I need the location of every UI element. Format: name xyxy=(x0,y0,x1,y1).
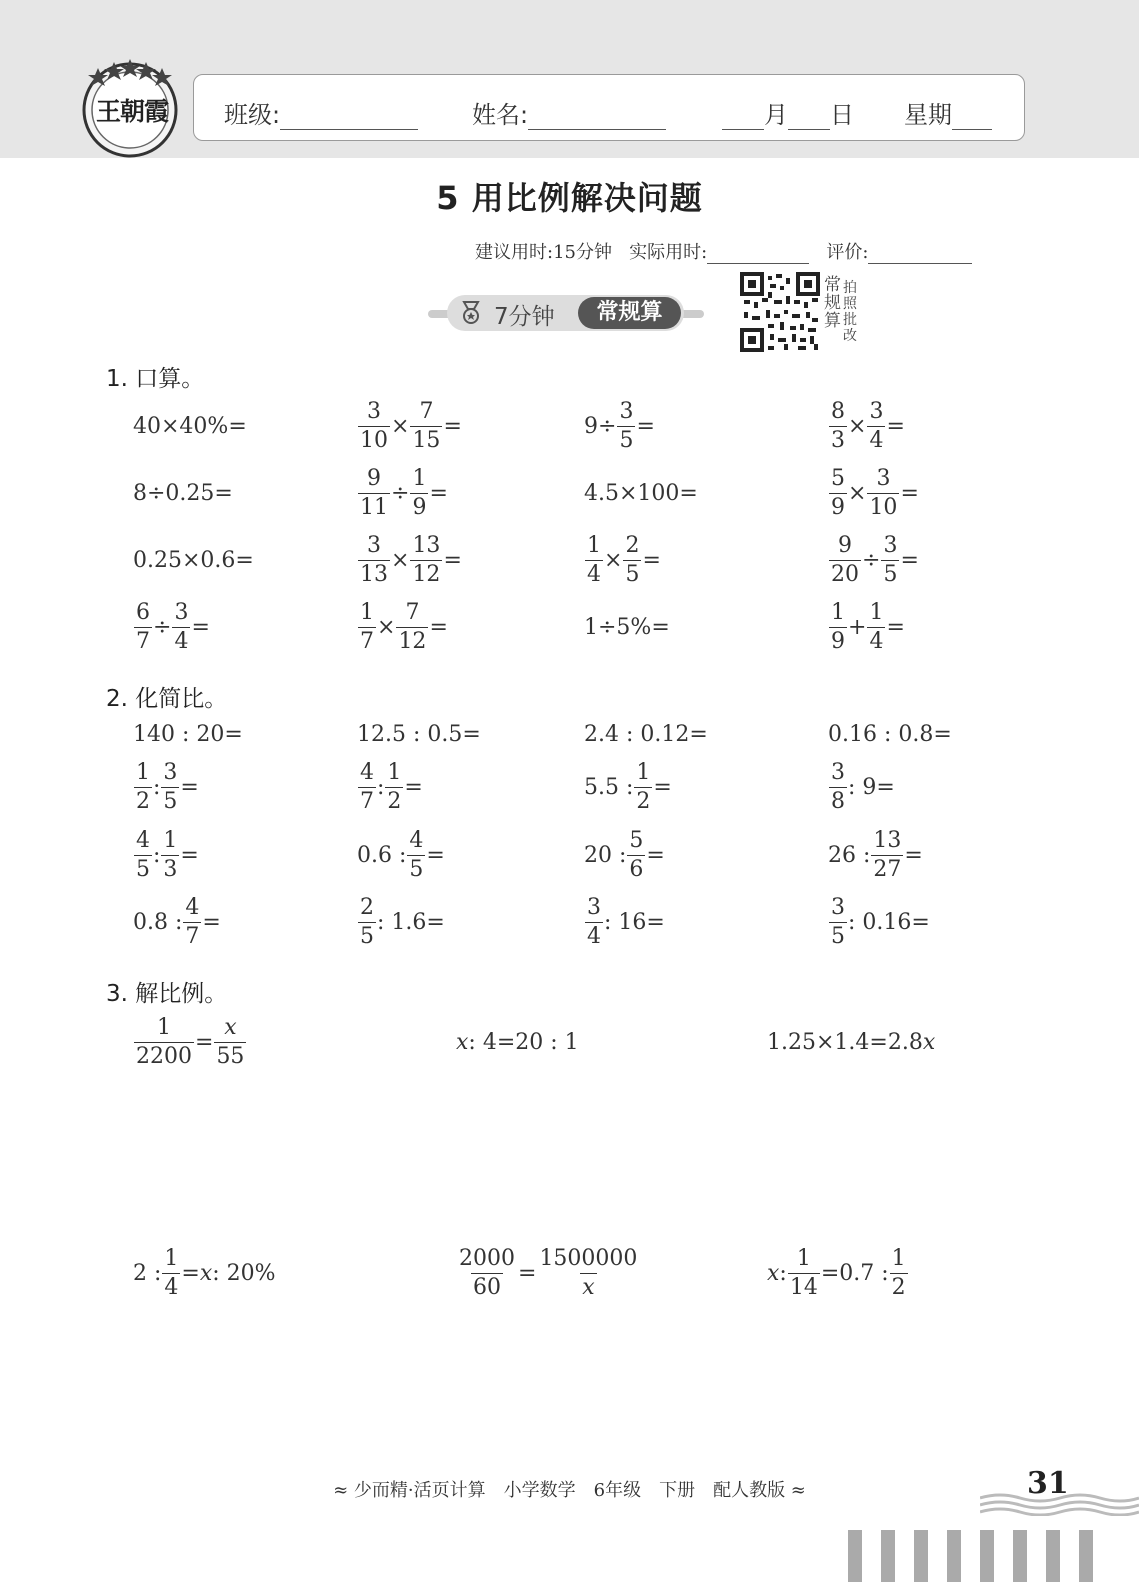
q2-r3-d: 26 : $\frac{13}{27}$ = xyxy=(828,827,923,882)
q2-r2-b: $\frac{4}{7}$ : $\frac{1}{2}$ = xyxy=(360,759,423,814)
section-time: 7分钟 xyxy=(494,304,555,330)
q3-eq-2: x : 4=20 : 1 xyxy=(456,1029,579,1055)
q3-eq-3: 1.25×1.4=2.8 x xyxy=(767,1029,936,1055)
q1-r3-d: $\frac{9}{20}$ ÷ $\frac{3}{5}$ = xyxy=(831,532,919,587)
actual-time-blank[interactable] xyxy=(707,244,809,264)
q2-r3-c: 20 : $\frac{5}{6}$ = xyxy=(584,827,665,882)
q2-r4-d: $\frac{3}{5}$ : 0.16= xyxy=(831,894,930,949)
class-label: 班级: xyxy=(224,101,281,129)
logo-text: 王朝霞 xyxy=(96,97,169,126)
day-label: 日 xyxy=(830,101,854,129)
eval-label: 评价: xyxy=(826,242,869,263)
name-label: 姓名: xyxy=(472,101,529,129)
q1-r1-b: $\frac{3}{10}$ × $\frac{7}{15}$ = xyxy=(360,398,462,453)
q3-eq-6: x : $\frac{1}{14}$ =0.7 : $\frac{1}{2}$ xyxy=(767,1245,906,1300)
eval-blank[interactable] xyxy=(868,244,972,264)
q1-r4-c: 1÷5%= xyxy=(584,614,670,640)
weekday-field[interactable] xyxy=(904,95,992,130)
wave-decoration-icon xyxy=(980,1492,1139,1516)
q1-r2-d: $\frac{5}{9}$ × $\frac{3}{10}$ = xyxy=(831,465,919,520)
student-info-box xyxy=(193,74,1025,141)
q1-r1-c: 9÷ $\frac{3}{5}$ = xyxy=(584,398,655,453)
q1-r1-a: 40×40%= xyxy=(133,413,247,439)
q1-r3-a: 0.25×0.6= xyxy=(133,547,254,573)
q1-r2-a: 8÷0.25= xyxy=(133,480,233,506)
name-blank[interactable] xyxy=(528,106,666,130)
q2-r1-b: 12.5 : 0.5= xyxy=(357,721,481,747)
q2-r1-a: 140 : 20= xyxy=(133,721,243,747)
suggested-time: 建议用时:15分钟 xyxy=(475,242,612,263)
q2-r2-a: $\frac{1}{2}$ : $\frac{3}{5}$ = xyxy=(136,759,199,814)
q3-eq-1: $\frac{1}{2200}$ = $\frac{x}{55}$ xyxy=(136,1014,245,1069)
q2-r4-c: $\frac{3}{4}$ : 16= xyxy=(587,894,665,949)
q2-r4-b: $\frac{2}{5}$ : 1.6= xyxy=(360,894,445,949)
q1-r4-d: $\frac{1}{9}$ + $\frac{1}{4}$ = xyxy=(831,599,905,654)
q1-r3-c: $\frac{1}{4}$ × $\frac{2}{5}$ = xyxy=(587,532,661,587)
q1-r2-b: $\frac{9}{11}$ ÷ $\frac{1}{9}$ = xyxy=(360,465,448,520)
q1-r2-c: 4.5×100= xyxy=(584,480,698,506)
day-blank[interactable] xyxy=(788,106,830,130)
date-field[interactable] xyxy=(722,95,854,130)
q2-r3-b: 0.6 : $\frac{4}{5}$ = xyxy=(357,827,445,882)
q3-eq-5: $\frac{2000}{60}$ = $\frac{1500000}{x}$ xyxy=(459,1245,638,1300)
q3-title: 3. 解比例。 xyxy=(106,981,228,1007)
page-number: 31 xyxy=(1027,1466,1069,1501)
q1-r1-d: $\frac{8}{3}$ × $\frac{3}{4}$ = xyxy=(831,398,905,453)
q2-r2-c: 5.5 : $\frac{1}{2}$ = xyxy=(584,759,672,814)
q1-r4-b: $\frac{1}{7}$ × $\frac{7}{12}$ = xyxy=(360,599,448,654)
edge-bar xyxy=(1079,1530,1093,1582)
month-blank[interactable] xyxy=(722,106,764,130)
q1-r3-b: $\frac{3}{13}$ × $\frac{13}{12}$ = xyxy=(360,532,462,587)
class-field[interactable] xyxy=(224,95,418,130)
timing-row xyxy=(475,238,972,264)
q2-r1-c: 2.4 : 0.12= xyxy=(584,721,708,747)
month-label: 月 xyxy=(764,101,788,129)
q2-r2-d: $\frac{3}{8}$ : 9= xyxy=(831,759,895,814)
q1-r4-a: $\frac{6}{7}$ ÷ $\frac{3}{4}$ = xyxy=(136,599,210,654)
name-field[interactable] xyxy=(472,95,666,130)
qr-code-icon[interactable] xyxy=(740,272,820,352)
edge-bar xyxy=(914,1530,928,1582)
page-title: 5 用比例解决问题 xyxy=(436,179,703,217)
edge-bar xyxy=(848,1530,862,1582)
class-blank[interactable] xyxy=(280,106,418,130)
actual-time-label: 实际用时: xyxy=(629,242,708,263)
q2-r1-d: 0.16 : 0.8= xyxy=(828,721,952,747)
q1-title: 1. 口算。 xyxy=(106,366,205,392)
weekday-label: 星期 xyxy=(904,101,952,129)
medal-icon xyxy=(458,300,484,326)
edge-bar xyxy=(1013,1530,1027,1582)
q2-r3-a: $\frac{4}{5}$ : $\frac{1}{3}$ = xyxy=(136,827,199,882)
qr-caption: 常规算 xyxy=(824,275,841,331)
edge-bar xyxy=(947,1530,961,1582)
edge-bar xyxy=(1046,1530,1060,1582)
q2-title: 2. 化简比。 xyxy=(106,686,228,712)
edge-bar xyxy=(980,1530,994,1582)
section-tag: 常规算 xyxy=(578,297,681,329)
weekday-blank[interactable] xyxy=(952,106,992,130)
q3-eq-4: 2 : $\frac{1}{4}$ = x : 20% xyxy=(133,1245,276,1300)
qr-subcaption: 拍照批改 xyxy=(843,280,857,344)
footer-text: ≈ 少而精·活页计算 小学数学 6年级 下册 配人教版 ≈ xyxy=(333,1480,806,1501)
edge-bar xyxy=(881,1530,895,1582)
q2-r4-a: 0.8 : $\frac{4}{7}$ = xyxy=(133,894,221,949)
